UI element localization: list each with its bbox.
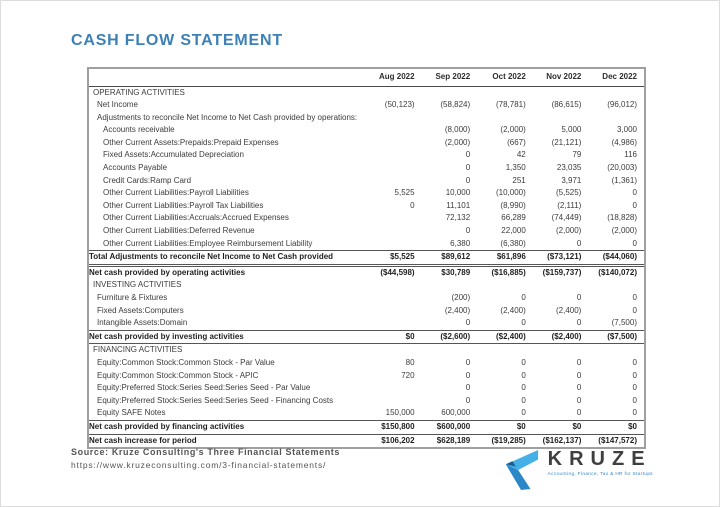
row-label: OPERATING ACTIVITIES [93, 87, 185, 97]
cell-value: 0 [632, 408, 637, 418]
cell-value: $30,789 [441, 267, 471, 277]
row-label: Equity:Preferred Stock:Series Seed:Series Seed - Financing Costs [97, 395, 334, 405]
source-url[interactable]: https://www.kruzeconsulting.com/3-financial-statements/ [71, 460, 327, 470]
column-header: Nov 2022 [533, 69, 589, 86]
cell-value: 0 [521, 293, 526, 302]
table-row [89, 330, 644, 344]
cell-value: ($147,572) [598, 435, 637, 445]
cell-value: ($44,060) [588, 251, 644, 266]
cell-value: 0 [521, 318, 526, 328]
table-row [89, 317, 644, 330]
cell-value [422, 279, 478, 292]
column-header: Sep 2022 [422, 69, 478, 86]
label-column-header [89, 69, 366, 86]
cell-value: 0 [465, 150, 471, 160]
source-label: Source: [71, 447, 109, 457]
cell-value: 5,000 [561, 125, 582, 135]
table-row [89, 99, 644, 112]
cell-value [366, 124, 422, 137]
cell-value: $0 [477, 420, 533, 434]
cell-value [366, 175, 422, 188]
cell-value: 0 [521, 395, 526, 405]
cell-value: ($44,598) [380, 267, 415, 277]
cell-value: (2,400) [500, 305, 526, 315]
column-header: Dec 2022 [588, 69, 644, 86]
cell-value: (96,012) [607, 100, 637, 110]
cell-value: $150,800 [366, 420, 422, 434]
cell-value: 0 [521, 383, 526, 393]
row-label: Fixed Assets:Accumulated Depreciation [103, 150, 244, 160]
cell-value: 42 [516, 150, 526, 160]
table-row [89, 407, 644, 420]
cell-value: (21,121) [551, 137, 582, 147]
row-label: Other Current Assets:Prepaids:Prepaid Expenses [103, 137, 279, 147]
table-row [89, 434, 644, 447]
row-label: Other Current Liabilities:Payroll Liabilities [103, 188, 249, 198]
cell-value: 0 [465, 370, 471, 380]
cell-value: (5,525) [556, 188, 582, 198]
cell-value [533, 279, 589, 292]
cell-value [588, 344, 644, 357]
cell-value: ($2,600) [422, 330, 478, 344]
cell-value: $0 [366, 330, 422, 344]
row-label: FINANCING ACTIVITIES [93, 345, 183, 355]
cell-value [366, 212, 422, 225]
cell-value: (18,828) [607, 213, 637, 223]
cell-value: 0 [632, 383, 637, 393]
cash-flow-statement [89, 69, 644, 447]
row-label: Net Income [97, 100, 138, 110]
cell-value [366, 344, 422, 357]
row-label: Intangible Assets:Domain [97, 318, 188, 328]
source-title: Kruze Consulting's Three Financial Statements [111, 447, 341, 457]
cell-value: 23,035 [556, 163, 582, 173]
cell-value [588, 112, 644, 125]
row-label: Other Current Liabilities:Employee Reimbursement Liability [103, 238, 313, 248]
source-note [71, 447, 340, 470]
table-row [89, 238, 644, 251]
cell-value: 0 [632, 293, 637, 302]
cell-value: (10,000) [495, 188, 526, 198]
table-row [89, 187, 644, 200]
table-row [89, 279, 644, 292]
cell-value: 0 [576, 293, 582, 302]
cell-value: 0 [632, 238, 637, 248]
cell-value: (8,990) [500, 200, 526, 210]
cell-value: $61,896 [477, 251, 533, 266]
cell-value: ($2,400) [533, 330, 589, 344]
table-row [89, 86, 644, 99]
cell-value: $106,202 [381, 435, 415, 445]
row-label: Other Current Liabilities:Accruals:Accrued Expenses [103, 213, 289, 223]
cell-value [366, 238, 422, 251]
row-label: Equity SAFE Notes [97, 408, 166, 418]
table-row [89, 112, 644, 125]
cell-value: (2,400) [556, 305, 582, 315]
row-label: Accounts Payable [103, 163, 168, 173]
cell-value: 11,101 [446, 200, 471, 210]
cell-value: (20,003) [607, 163, 637, 173]
cell-value: 0 [521, 370, 526, 380]
cell-value: ($16,885) [491, 267, 526, 277]
cell-value: 0 [465, 318, 471, 328]
cell-value: 0 [576, 318, 582, 328]
cell-value: 0 [465, 395, 471, 405]
row-label: Furniture & Fixtures [97, 293, 168, 302]
table-row [89, 200, 644, 213]
cell-value: 79 [572, 150, 582, 160]
source-text [71, 447, 340, 457]
table-row [89, 370, 644, 383]
cell-value: 720 [401, 370, 415, 380]
cell-value: 0 [465, 357, 471, 367]
cell-value: $89,612 [422, 251, 478, 266]
table-row [89, 382, 644, 395]
cell-value: 0 [632, 305, 637, 315]
column-header: Aug 2022 [366, 69, 422, 86]
table-row [89, 175, 644, 188]
cell-value: $5,525 [366, 251, 422, 266]
row-label: Net cash provided by financing activities [89, 420, 366, 434]
cell-value: $0 [588, 420, 644, 434]
cell-value: (200) [451, 293, 471, 302]
cell-value: (58,824) [440, 100, 471, 110]
table-row [89, 305, 644, 318]
row-label: Equity:Common Stock:Common Stock - Par Value [97, 357, 275, 367]
cell-value: 150,000 [385, 408, 415, 418]
cell-value: ($73,121) [533, 251, 589, 266]
page-title: CASH FLOW STATEMENT [71, 32, 283, 49]
row-label: Equity:Preferred Stock:Series Seed:Series Seed - Par Value [97, 383, 311, 393]
cell-value: 0 [632, 395, 637, 405]
cell-value: 6,380 [450, 238, 471, 248]
row-label: Adjustments to reconcile Net Income to Net Cash provided by operations: [97, 112, 358, 122]
table-row [89, 251, 644, 266]
table-row [89, 212, 644, 225]
cell-value: 3,000 [616, 125, 637, 135]
cell-value: 0 [576, 395, 582, 405]
cell-value: 1,350 [505, 163, 526, 173]
row-label: Total Adjustments to reconcile Net Income to Net Cash provided [89, 251, 366, 266]
table-body [89, 86, 644, 447]
cell-value: 10,000 [445, 188, 471, 198]
cell-value [366, 292, 422, 305]
cell-value: 0 [632, 200, 637, 210]
cell-value: 0 [521, 408, 526, 418]
kruze-logo-text-block [548, 449, 653, 476]
cell-value: ($159,737) [542, 267, 582, 277]
cell-value: 0 [576, 408, 582, 418]
cell-value [366, 149, 422, 162]
cell-value [366, 137, 422, 150]
cell-value: ($162,137) [542, 435, 582, 445]
cell-value: 0 [465, 163, 471, 173]
cell-value: (8,000) [444, 125, 471, 135]
kruze-logo [502, 449, 653, 491]
row-label: Accounts receivable [103, 125, 175, 135]
cell-value [477, 86, 533, 99]
cell-value [366, 395, 422, 408]
cell-value [533, 344, 589, 357]
kruze-arrow-icon [502, 449, 540, 491]
cell-value [422, 86, 478, 99]
footer [71, 447, 653, 491]
cell-value: ($19,285) [491, 435, 526, 445]
cell-value: (1,361) [611, 175, 637, 185]
cell-value [588, 86, 644, 99]
table-head-row [89, 69, 644, 86]
cell-value [366, 86, 422, 99]
cell-value: ($140,072) [598, 267, 637, 277]
cell-value: (78,781) [495, 100, 526, 110]
cell-value: 0 [632, 357, 637, 367]
cell-value: (2,400) [444, 305, 471, 315]
cell-value: (7,500) [611, 318, 637, 328]
cell-value: (86,615) [551, 100, 582, 110]
cell-value: (6,380) [500, 238, 526, 248]
cell-value: ($2,400) [477, 330, 533, 344]
row-label: Net cash provided by operating activities [89, 267, 246, 277]
cell-value: 0 [576, 357, 582, 367]
cell-value: 0 [576, 238, 582, 248]
table-row [89, 124, 644, 137]
row-label: Net cash increase for period [89, 435, 197, 445]
row-label: Equity:Common Stock:Common Stock - APIC [97, 370, 259, 380]
cell-value: 0 [576, 370, 582, 380]
table-row [89, 344, 644, 357]
cell-value [477, 279, 533, 292]
cell-value: 0 [521, 357, 526, 367]
cell-value: 5,525 [394, 188, 415, 198]
row-label: Fixed Assets:Computers [97, 305, 184, 315]
cell-value: 3,971 [561, 175, 582, 185]
cell-value [366, 225, 422, 238]
cell-value: 0 [576, 383, 582, 393]
table-row [89, 162, 644, 175]
row-label: Credit Cards:Ramp Card [103, 175, 192, 185]
table-row [89, 292, 644, 305]
cell-value: $628,189 [436, 435, 471, 445]
cell-value [422, 344, 478, 357]
cell-value [366, 317, 422, 330]
table-row [89, 395, 644, 408]
cell-value: (2,000) [500, 125, 526, 135]
cell-value: (667) [507, 137, 526, 147]
cell-value: (50,123) [384, 100, 415, 110]
cell-value: ($7,500) [588, 330, 644, 344]
cell-value: 0 [465, 226, 471, 236]
cell-value [366, 279, 422, 292]
cell-value [477, 112, 533, 125]
cell-value [533, 112, 589, 125]
table-row [89, 420, 644, 434]
table-row [89, 137, 644, 150]
cell-value: $600,000 [422, 420, 478, 434]
cell-value [366, 382, 422, 395]
cell-value: (2,000) [444, 137, 471, 147]
cell-value: (4,986) [611, 137, 637, 147]
row-label: INVESTING ACTIVITIES [93, 280, 182, 290]
cell-value: $0 [533, 420, 589, 434]
cell-value: 66,289 [501, 213, 526, 223]
cell-value: (2,111) [557, 200, 582, 210]
cell-value: 80 [405, 357, 415, 367]
cell-value: 22,000 [501, 226, 526, 236]
row-label: Net cash provided by investing activities [89, 330, 366, 344]
cell-value [588, 279, 644, 292]
cell-value: 0 [632, 188, 637, 198]
table-row [89, 149, 644, 162]
cell-value [533, 86, 589, 99]
row-label: Other Current Liabilities:Payroll Tax Liabilities [103, 200, 264, 210]
kruze-logo-tagline: Accounting, Finance, Tax & HR for Startups [547, 471, 653, 476]
cash-flow-table [87, 67, 646, 449]
cell-value [366, 162, 422, 175]
cell-value [477, 344, 533, 357]
cell-value: 0 [465, 383, 471, 393]
cell-value: (2,000) [556, 226, 582, 236]
cell-value [366, 305, 422, 318]
cell-value: 116 [624, 150, 637, 160]
row-label: Other Current Liabilities:Deferred Revenue [103, 226, 255, 236]
cell-value: 0 [410, 200, 415, 210]
cell-value: (2,000) [611, 226, 637, 236]
column-header: Oct 2022 [477, 69, 533, 86]
cell-value: 0 [465, 175, 471, 185]
table-row [89, 357, 644, 370]
kruze-logo-name: KRUZE [547, 448, 652, 470]
cell-value: 251 [512, 175, 526, 185]
cell-value: (74,449) [551, 213, 582, 223]
cell-value [366, 112, 422, 125]
table-row [89, 225, 644, 238]
cell-value: 72,132 [445, 213, 471, 223]
table-row [89, 265, 644, 279]
cell-value: 600,000 [441, 408, 471, 418]
cell-value [422, 112, 478, 125]
cell-value: 0 [632, 370, 637, 380]
